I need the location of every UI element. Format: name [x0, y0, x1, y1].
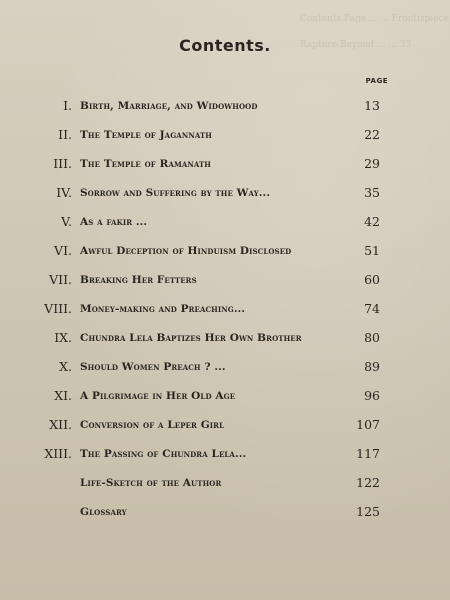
- page-number: 80: [364, 330, 380, 345]
- chapter-title: A Pilgrimage in Her Old Age: [80, 390, 236, 402]
- chapter-numeral: XII.: [49, 417, 72, 432]
- page-number: 96: [364, 388, 380, 403]
- chapter-title: Awful Deception of Hinduism Disclosed: [80, 245, 292, 257]
- chapter-title: Should Women Preach ? ...: [80, 361, 226, 373]
- chapter-numeral: II.: [58, 127, 72, 142]
- toc-entry: [0, 126, 450, 144]
- chapter-numeral: I.: [63, 98, 72, 113]
- page-number: 122: [356, 475, 380, 490]
- page-title: Contents.: [179, 36, 271, 55]
- toc-entry: [0, 184, 450, 202]
- toc-entry: [0, 416, 450, 434]
- page-number: 89: [364, 359, 380, 374]
- chapter-numeral: XIII.: [44, 446, 72, 461]
- toc-entry: [0, 503, 450, 521]
- toc-entry: [0, 97, 450, 115]
- page-number: 107: [356, 417, 380, 432]
- page-number: 74: [364, 301, 380, 316]
- page-number: 125: [356, 504, 380, 519]
- chapter-numeral: IX.: [54, 330, 72, 345]
- toc-entry: [0, 474, 450, 492]
- chapter-title: Glossary: [80, 506, 127, 518]
- page-number: 29: [364, 156, 380, 171]
- chapter-numeral: XI.: [54, 388, 72, 403]
- chapter-title: Chundra Lela Baptizes Her Own Brother: [80, 332, 302, 344]
- chapter-title: The Passing of Chundra Lela...: [80, 448, 247, 460]
- page-number: 22: [364, 127, 380, 142]
- chapter-numeral: IV.: [56, 185, 72, 200]
- toc-entry: [0, 358, 450, 376]
- chapter-title: Conversion of a Leper Girl: [80, 419, 225, 431]
- page-column-header: PAGE: [365, 77, 388, 85]
- chapter-title: Money-making and Preaching...: [80, 303, 246, 315]
- chapter-numeral: V.: [61, 214, 72, 229]
- toc-entry: [0, 445, 450, 463]
- toc-entry: [0, 329, 450, 347]
- chapter-title: Breaking Her Fetters: [80, 274, 197, 286]
- chapter-title: Sorrow and Suffering by the Way...: [80, 187, 271, 199]
- toc-entry: [0, 271, 450, 289]
- chapter-title: Life-Sketch of the Author: [80, 477, 222, 489]
- bleed-through-text: Rapture Beyond ... ... 33: [300, 40, 412, 50]
- chapter-title: The Temple of Jagannath: [80, 129, 212, 141]
- toc-entry: [0, 242, 450, 260]
- chapter-title: The Temple of Ramanath: [80, 158, 212, 170]
- page-number: 13: [364, 98, 380, 113]
- page-number: 60: [364, 272, 380, 287]
- chapter-numeral: III.: [53, 156, 72, 171]
- toc-entry: [0, 213, 450, 231]
- chapter-numeral: VII.: [49, 272, 72, 287]
- toc-entry: [0, 387, 450, 405]
- bleed-through-text: Contents Page ... ... Frontispiece: [300, 14, 449, 24]
- chapter-numeral: VIII.: [44, 301, 72, 316]
- chapter-numeral: X.: [59, 359, 72, 374]
- page-number: 35: [364, 185, 380, 200]
- page-number: 42: [364, 214, 380, 229]
- toc-entry: [0, 300, 450, 318]
- page-number: 117: [356, 446, 380, 461]
- chapter-title: As a fakir ...: [80, 216, 148, 228]
- page-number: 51: [364, 243, 380, 258]
- toc-entry: [0, 155, 450, 173]
- chapter-numeral: VI.: [54, 243, 72, 258]
- chapter-title: Birth, Marriage, and Widowhood: [80, 100, 258, 112]
